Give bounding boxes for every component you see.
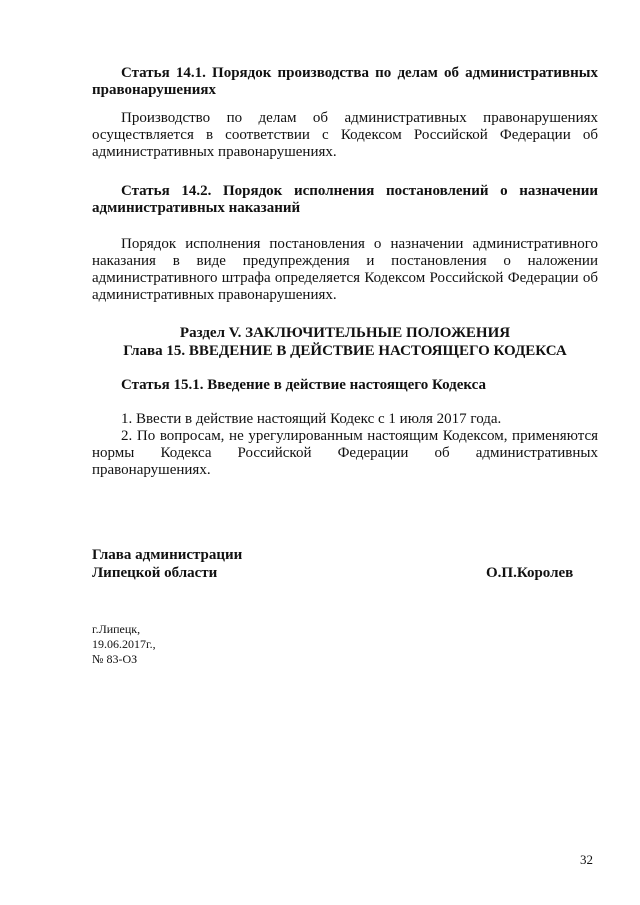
section-title: Раздел V. ЗАКЛЮЧИТЕЛЬНЫЕ ПОЛОЖЕНИЯ [179,325,511,341]
article-14-1-text: Производство по делам об административных правонарушениях осуществляется в соответствии с Кодексом Российской Федерации об административных правонарушениях. [92,110,598,160]
page-number: 32 [580,852,593,867]
article-15-1-item-2: 2. По вопросам, не урегулированным настоящим Кодексом, применяются нормы Кодекса Российской Федерации об административных правонарушениях. [92,428,598,478]
signature-position-line-2: Липецкой области [92,565,218,581]
footer-number: № 83-ОЗ [92,652,138,666]
signature-name: О.П.Королев [486,565,574,581]
chapter-title: Глава 15. ВВЕДЕНИЕ В ДЕЙСТВИЕ НАСТОЯЩЕГО КОДЕКСА [123,343,567,359]
article-15-1-item-1: 1. Ввести в действие настоящий Кодекс с 1 июля 2017 года. [121,411,502,427]
footer-date: 19.06.2017г., [92,637,156,651]
article-14-2-text: Порядок исполнения постановления о назначении административного наказания в виде предупреждения и постановления о наложении административного штрафа определяется Кодексом Российской Федерации об административных правонарушениях. [92,236,598,303]
article-15-1-title: Статья 15.1. Введение в действие настоящего Кодекса [121,377,486,393]
article-14-1-title: Статья 14.1. Порядок производства по делам об административных правонарушениях [92,65,598,98]
signature-position-line-1: Глава администрации [92,547,243,563]
article-14-2-title: Статья 14.2. Порядок исполнения постановлений о назначении административных наказаний [92,183,598,216]
footer-city: г.Липецк, [92,622,141,636]
